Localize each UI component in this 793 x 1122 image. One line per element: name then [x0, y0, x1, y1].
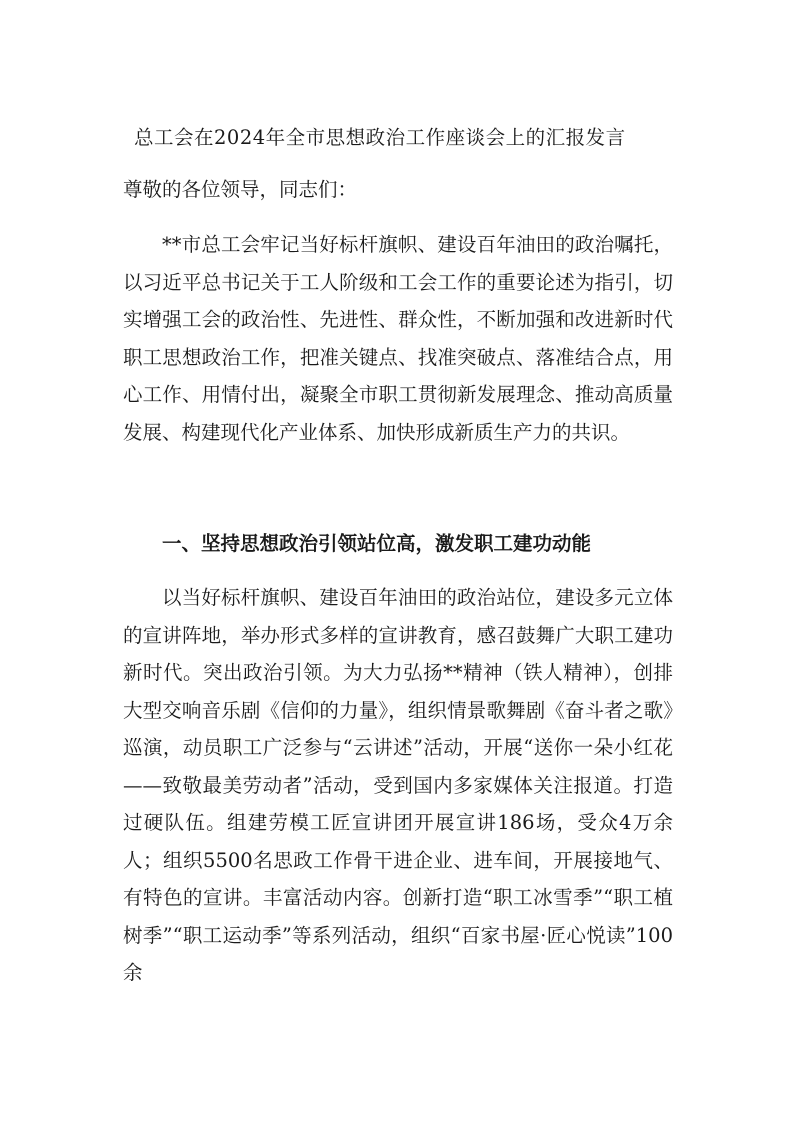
section-heading: 一、坚持思想政治引领站位高，激发职工建功动能 [162, 532, 592, 555]
section-paragraph: 以当好标杆旗帜、建设百年油田的政治站位，建设多元立体的宣讲阵地，举办形式多样的宣讲教育，感召鼓舞广大职工建功新时代。突出政治引领。为大力弘扬**精神（铁人精神），创排大型交响音乐剧《信仰的力量》，组织情景歌舞剧《奋斗者之歌》巡演，动员职工广泛参与“云讲述”活动，开展“送你一朵小红花——致敬最美劳动者”活动，受到国内多家媒体关注报道。打造过硬队伍。组建劳模工匠宣讲团开展宣讲186场，受众4万余人；组织5500名思政工作骨干进企业、进车间，开展接地气、有特色的宣讲。丰富活动内容。创新打造“职工冰雪季”“职工植树季”“职工运动季”等系列活动，组织“百家书屋·匠心悦读”100余 [123, 586, 673, 984]
document-title: 总工会在2024年全市思想政治工作座谈会上的汇报发言 [134, 126, 626, 149]
intro-paragraph: **市总工会牢记当好标杆旗帜、建设百年油田的政治嘱托，以习近平总书记关于工人阶级和工会工作的重要论述为指引，切实增强工会的政治性、先进性、群众性，不断加强和改进新时代职工思想政治工作，把准关键点、找准突破点、落准结合点，用心工作、用情付出，凝聚全市职工贯彻新发展理念、推动高质量发展、构建现代化产业体系、加快形成新质生产力的共识。 [123, 233, 673, 444]
salutation: 尊敬的各位领导，同志们： [123, 178, 358, 201]
